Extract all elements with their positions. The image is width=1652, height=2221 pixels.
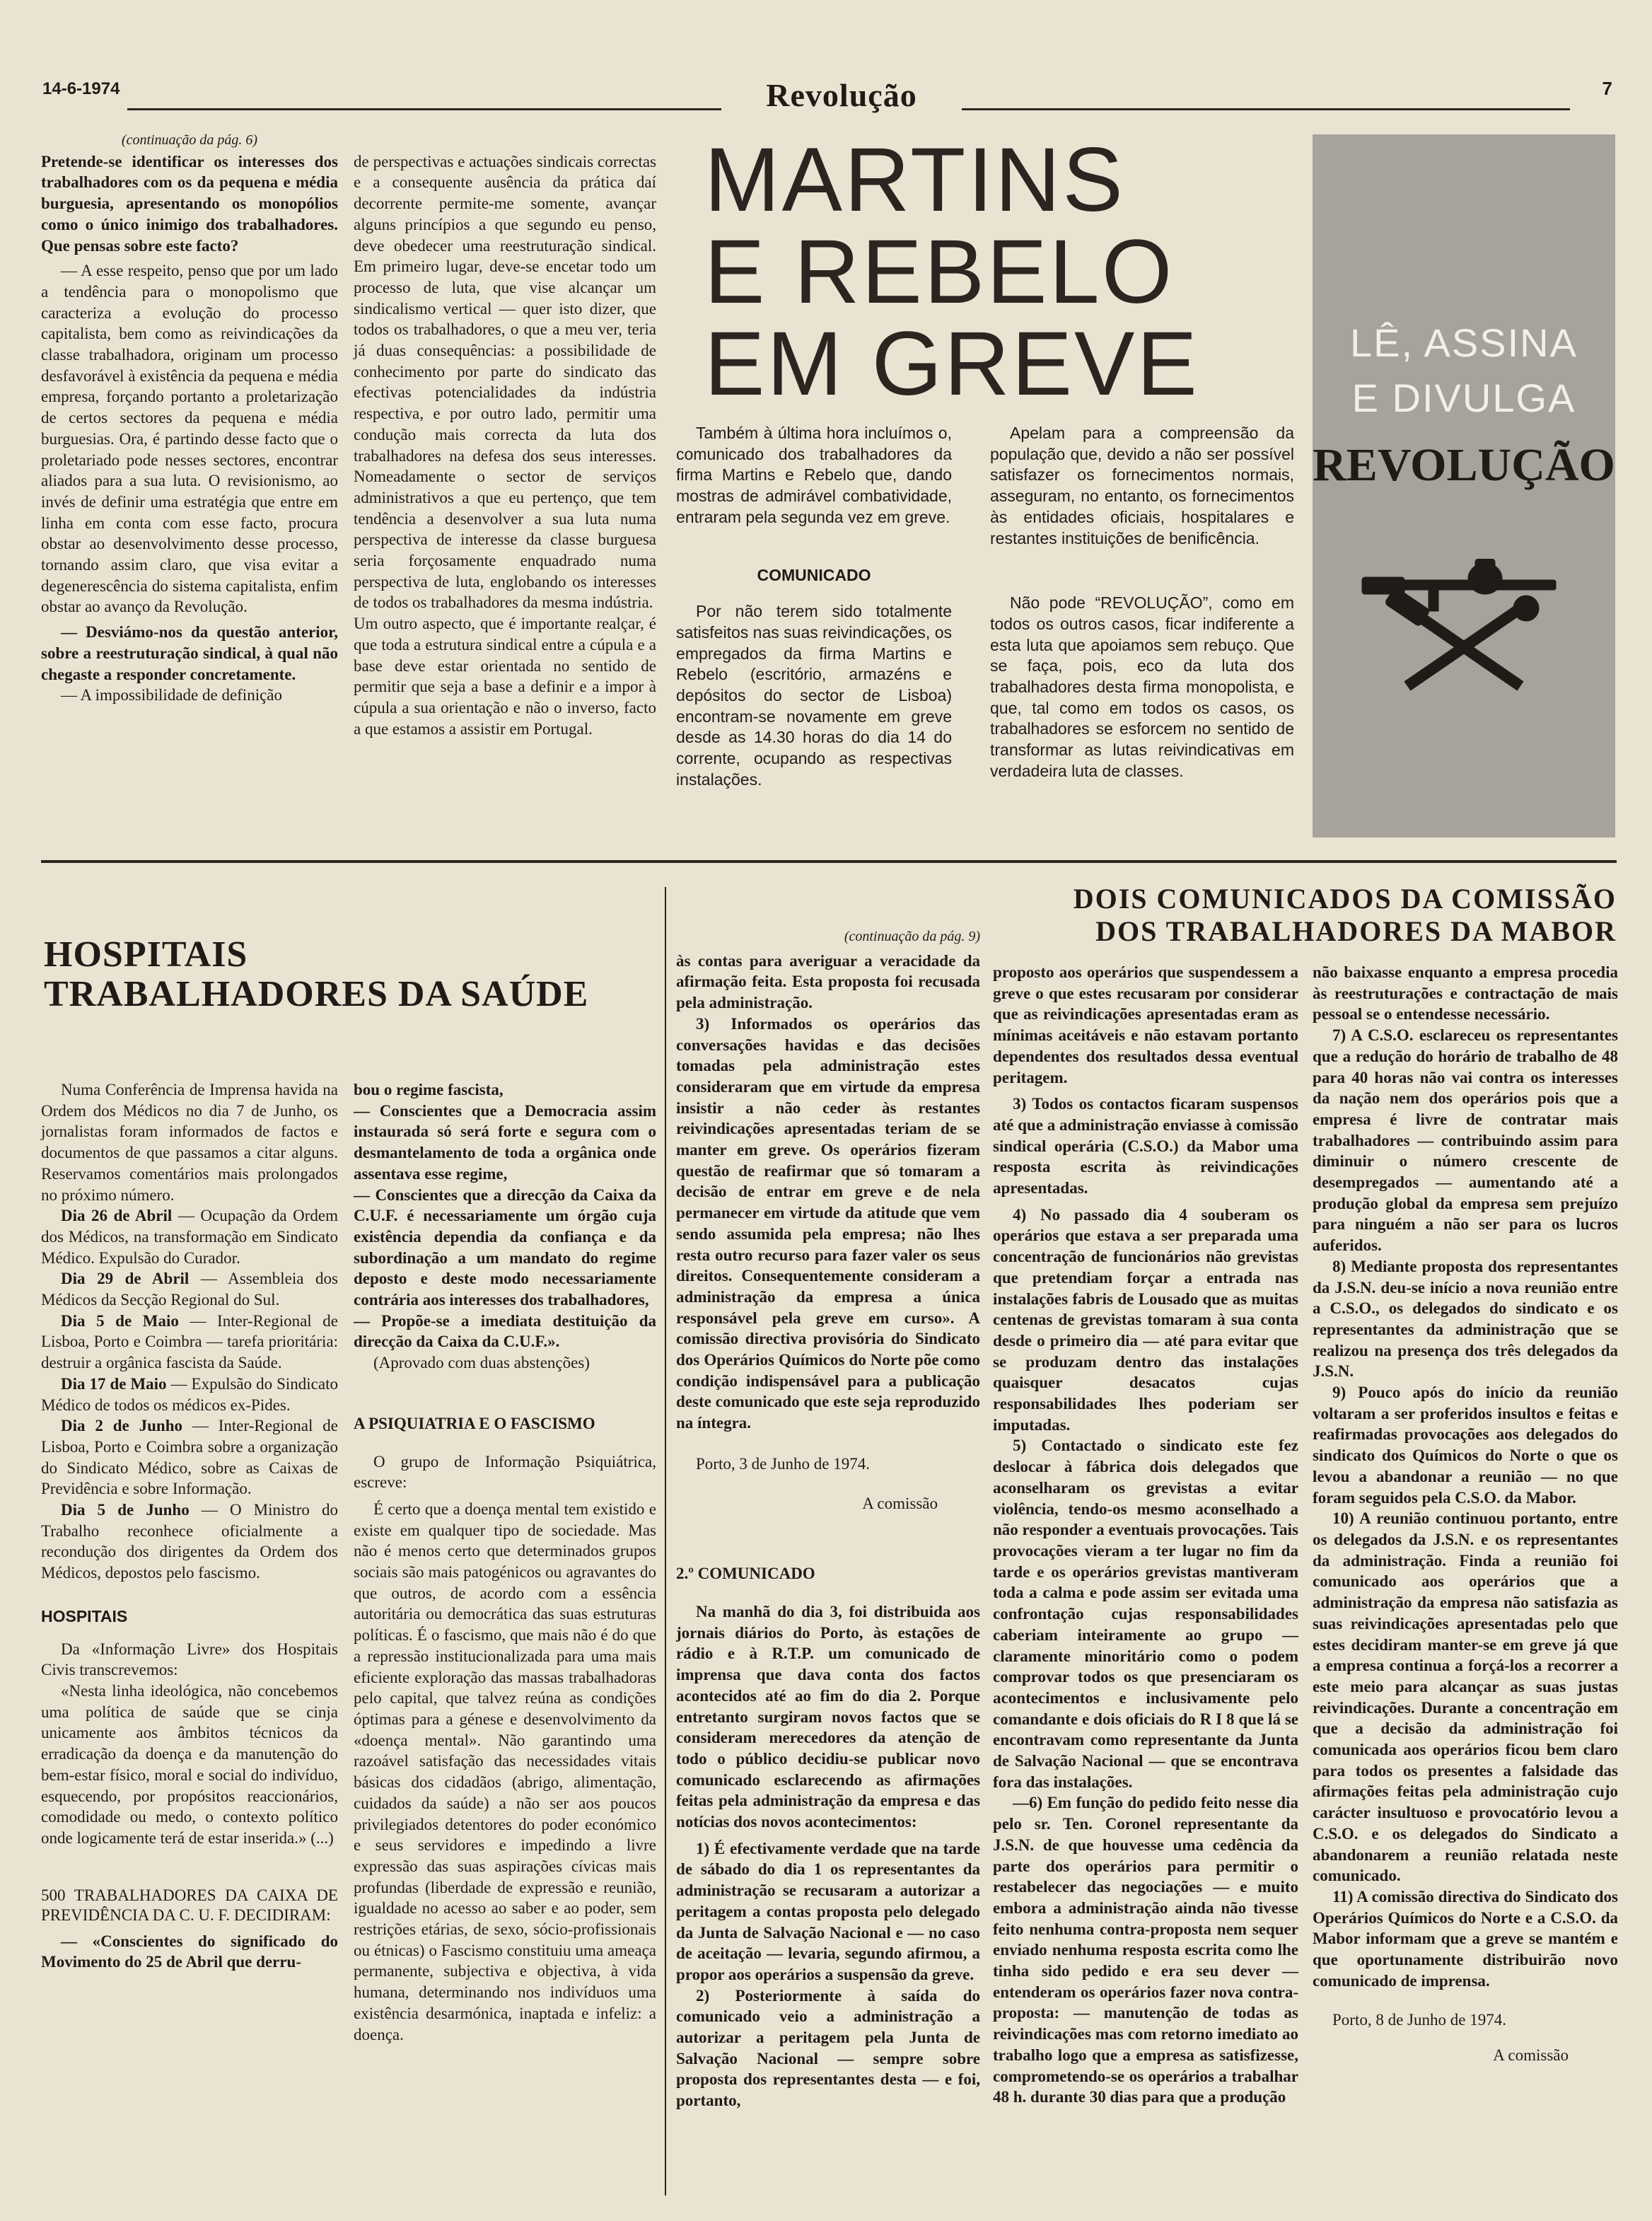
event-1 (41, 1205, 338, 1268)
mabor-paragraph: não baixasse enquanto a empresa procedia às reestruturações e contractação de mais pessoal se o entendesse necessário. (1313, 963, 1618, 1023)
ad-line-2: E DIVULGA (1351, 376, 1576, 420)
mabor-paragraph: Na manhã do dia 3, foi distribuida aos jornais diários do Porto, às estações de rádio e à R.T.P. um comunicado de imprensa que dava conta dos factos acontecidos até ao fim do dia 2. Porque entretanto surgiram novos factos que se consideram merecedores da atenção de todo o público decidiu-se publicar novo comunicado esclarecendo as afirmações feitas pela administração da empresa e das notícias dos novos acontecimentos: (676, 1602, 980, 1831)
event-date: Dia 5 de Junho (61, 1501, 190, 1519)
second-communique-heading: 2.º COMUNICADO (676, 1565, 815, 1583)
mabor-paragraph: 5) Contactado o sindicato este fez deslocar à fábrica dois delegados que aconselharam os grevistas a evitar violência, tendo-os mesmo aconselhado a não responder a eventuais provocações. Tais provocações vieram a ter lugar no fim da tarde e os operários grevistas mantiveram toda a calma e pode assim ser evitada uma confrontação cujas responsabilidades caberiam inteiramente ao grupo — claramente minoritário como o podem comprovar todos os que presenciaram os acontecimentos e inclusivamente pelo comandante e dois oficiais do R I 8 que lá se encontravam como representante da Junta de Salvação Nacional — que se encontrava fora das instalações. (993, 1437, 1298, 1791)
ad-line-1: LÊ, ASSINA (1350, 320, 1578, 365)
interview-question-2: — Desviámo-nos da questão anterior, sobre a reestruturação sindical, à qual não chegaste a responder concretamente. (41, 623, 338, 683)
event-date: Dia 29 de Abril (61, 1270, 190, 1288)
page-number: 7 (1602, 78, 1612, 99)
event-2 (41, 1268, 338, 1310)
signature-place: Porto, 3 de Junho de 1974. (696, 1454, 870, 1473)
interview-question: Pretende-se identificar os interesses dos trabalhadores com os da pequena e média burguesia, apresentando os monopólios como o único inimigo dos trabalhadores. Que pensas sobre este facto? (41, 152, 338, 255)
hospitais-title (44, 935, 652, 1014)
mabor-paragraph: 8) Mediante proposta dos representantes da J.S.N. deu-se início a nova reunião entre a C.S.O., os delegados do sindicato e os representantes da administração que se realizou na presença dos três delegados da J.S.N. (1313, 1257, 1618, 1381)
caixa-subheading: 500 TRABALHADORES DA CAIXA DE PREVIDÊNCIA DA C. U. F. DECIDIRAM: (41, 1886, 338, 1924)
strike-support: Não pode “REVOLUÇÃO”, como em todos os outros casos, ficar indiferente a esta luta que apoiamos sem rebuço. Que se faça, pois, eco da luta dos trabalhadores desta firma monopolista, e que, tal como em todos os casos, os trabalhadores se esforcem no sentido de transformar as lutas reivindicativas em verdadeira luta de classes. (990, 593, 1294, 780)
mabor-column-3 (1313, 962, 1618, 2066)
caixa-declaration: bou o regime fascista, — Conscientes que a Democracia assim instaurada só será forte e segura com o desmantelamento de toda a orgânica onde assentava esse regime, — Conscientes que a direcção da Caixa da C.U.F. é necessariamente um órgão cuja existência dependia da confiança e da subordinação a um mandato do regime deposto e deste modo necessariamente contrária aos interesses dos trabalhadores, — Propõe-se a imediata destituição da direcção da Caixa da C.U.F.». (354, 1081, 656, 1351)
mabor-title-line-1: DOIS COMUNICADOS DA COMISSÃO (1073, 883, 1617, 915)
mabor-paragraph: proposto aos operários que suspendessem a greve o que estes recusaram por considerar que as reivindicações apresentadas eram as mínimas aceitáveis e não estavam portanto dependentes dos resultados dessa eventual peritagem. (993, 963, 1298, 1086)
section-divider (41, 860, 1617, 863)
headline-line-2: E REBELO (704, 221, 1175, 323)
hospitais-title-line-1: HOSPITAIS (44, 934, 248, 975)
continuation-note: (continuação da pág. 9) (844, 929, 980, 944)
hospitais-column-2 (354, 1079, 656, 2045)
hospitais-column-1 (41, 1079, 338, 1973)
caixa-declaration-start: — «Conscientes do significado do Movimento do 25 de Abril que derru- (41, 1932, 338, 1971)
event-date: Dia 17 de Maio (61, 1374, 167, 1393)
mabor-column-2 (993, 962, 1298, 2108)
mabor-paragraph: 11) A comissão directiva do Sindicato dos Operários Químicos do Norte e a C.S.O. da Mabor informam que a greve se mantém e que oportunamente distribuirão novo comunicado de imprensa. (1313, 1887, 1618, 1990)
mabor-title (976, 883, 1617, 948)
mabor-paragraph: 3) Informados os operários das conversações havidas e das decisões tomadas pela administração estes consideraram que em virtude da empresa insistir a não ceder às restantes reivindicações apresentadas teriam de se manter em greve. Os operários fizeram questão de reafirmar que só tomaram a decisão de entrar em greve e de nela permanecer em virtude da atitude que vem sendo assumida pela empresa; não lhes resta outro recurso para fazer valer os seus direitos. Consequentemente consideram a administração da empresa a única responsável pela greve em curso». A comissão directiva provisória do Sindicato dos Operários Químicos do Norte põe como condição indispensável para a publicação deste comunicado que este seja reproduzido na íntegra. (676, 1014, 980, 1432)
event-text: — Ocupação da Ordem dos Médicos, na transformação em Sindicato Médico. Expulsão do Curador. (41, 1207, 338, 1267)
headline-line-1: MARTINS (704, 129, 1125, 231)
headline-line-3: EM GREVE (704, 313, 1199, 414)
event-text: — Inter-Regional de Lisboa, Porto e Coimbra sobre a organização do Sindicato Médico, sobre as Caixas de Previdência e sobre Informação. (41, 1417, 338, 1498)
mabor-paragraph: 10) A reunião continuou portanto, entre os delegados da J.S.N. e os representantes da administração. Finda a reunião foi comunicado aos operários que a administração da empresa não satisfazia as suas reivindicações apresentadas pelo que estes decidiram manter-se em greve já que a empresa continua a forçá-los a recorrer a este meio para alcançar as suas justas reivindicações. Durante a concentração em que a decisão da administração foi comunicada aos operários ficou bem claro para todos os presentes a falsidade das afirmações feitas pela administração cujo carácter insultuoso e provocatório levou a C.S.O. e os delegados do Sindicato a abandonarem a reunião relatada neste comunicado. (1313, 1509, 1618, 1885)
communique-body: Por não terem sido totalmente satisfeitos nas suas reivindicações, os empregados da firma Martins e Rebelo (escritório, armazéns e depósitos do sector de Lisboa) encontram-se novamente em greve desde as 14.30 horas do dia 14 do corrente, ocupando as respectivas instalações. (676, 602, 952, 789)
mabor-paragraph: 2) Posteriormente à saída do comunicado veio a administração a autorizar a peritagem pela Junta de Salvação Nacional — sempre sobre proposta dos representantes desta — e foi, portanto, (676, 1986, 980, 2110)
mabor-paragraph: —6) Em função do pedido feito nesse dia pelo sr. Ten. Coronel representante da J.S.N. de que houvesse uma cedência da parte dos operários para permitir o restabelecer das negociações — e muito embora a administração ainda não tivesse feito nenhuma contra-proposta nem sequer enviado nenhuma resposta escrita como lhe tinha sido pedido e era seu dever — entenderam os operários fazer nova contra-proposta: — manutenção de todas as reivindicações mas com retorno imediato ao trabalho logo que a empresa as satisfizesse, comprometendo-se os operários a trabalhar 48 h. durante 30 dias para que a produção (993, 1794, 1298, 2106)
header-rule-right (962, 108, 1570, 110)
event-date: Dia 2 de Junho (61, 1417, 182, 1435)
signature-by: A comissão (1493, 2046, 1569, 2065)
mabor-paragraph: 1) É efectivamente verdade que na tarde de sábado do dia 1 os representantes da administração se recusaram a autorizar a peritagem a contas proposta pelo delegado da Junta de Salvação Nacional e — no caso de aceitação — levaria, segundo afirmou, a propor aos operários a suspensão da greve. (676, 1839, 980, 1983)
event-5 (41, 1415, 338, 1500)
event-text: — Assembleia dos Médicos da Secção Regional do Sul. (41, 1270, 338, 1309)
event-text: — Expulsão do Sindicato Médico de todos os médicos ex-Pides. (41, 1374, 338, 1414)
mabor-paragraph: 4) No passado dia 4 souberam os operários que estava a ser preparada uma concentração de funcionários não grevistas que pretendiam forçar a entrada nas instalações fabris de Lousado que as muitas centenas de grevistas tomaram à sua conta desde o primeiro dia — até para evitar que se produzam dentro das instalações quaisquer desacatos cujas responsabilidades lhes poderiam ser imputadas. (993, 1205, 1298, 1434)
newspaper-title: Revolução (721, 76, 962, 114)
mabor-paragraph: às contas para averiguar a veracidade da afirmação feita. Esta proposta foi recusada pela administração. (676, 951, 980, 1012)
event-4 (41, 1374, 338, 1415)
strike-column-2 (990, 423, 1294, 782)
interview-answer-2: — A impossibilidade de definição (61, 686, 283, 704)
continuation-note: (continuação da pág. 6) (121, 132, 258, 148)
rifle-fist-and-crossed-tools-icon (1358, 559, 1570, 693)
communique-heading: COMUNICADO (757, 565, 871, 584)
strike-appeal: Apelam para a compreensão da população que, devido a não ser possível satisfazer os fornecimentos normais, asseguram, no entanto, os fornecimentos às entidades oficiais, hospitalares e restantes instituições de benificência. (990, 424, 1294, 547)
event-date: Dia 26 de Abril (61, 1207, 173, 1225)
psiquiatria-intro: O grupo de Informação Psiquiátrica, escreve: (354, 1452, 656, 1492)
mabor-paragraph: 9) Pouco após do início da reunião voltaram a ser proferidos insultos e feitas e reafirmadas provocações aos delegados do sindicato dos Químicos do Norte o que os levou a abandonar a reunião — no que foram seguidos pela C.S.O. da Mabor. (1313, 1384, 1618, 1507)
hospitais-intro-quote: Da «Informação Livre» dos Hospitais Civis transcrevemos: (41, 1640, 338, 1679)
signature-place: Porto, 8 de Junho de 1974. (1332, 2011, 1506, 2029)
subscription-ad (1313, 134, 1615, 837)
event-3 (41, 1311, 338, 1374)
strike-headline (704, 129, 1298, 414)
mabor-column-1 (676, 927, 980, 2111)
interview-answer-continued: de perspectivas e actuações sindicais correctas e a consequente ausência da prática daí decorrente permite-me somente, avançar alguns princípios a que segundo eu penso, deve obedecer uma reestruturação sindical. Em primeiro lugar, deve-se encetar todo um processo de luta, que vise alcançar um sindicalismo vertical — quer isto dizer, que todos os trabalhadores, o que a meu ver, teria já duas consequências: a possibilidade de conhecimento por parte do sindicato das efectivas potencialidades da indústria respectiva, e por outro lado, permitir uma condução mais correcta da luta dos trabalhadores na defesa dos seus interesses. Nomeadamente o sector de serviços administrativos a que eu pertenço, que tem tendência a desenvolver a sua luta numa perspectiva de interesse da classe burguesa seria forçosamente enquadrado numa perspectiva de luta, englobando os interesses de todos os trabalhadores da mesma indústria. Um outro aspecto, que é importante realçar, é que toda a estrutura sindical entre a cúpula e a base deve estar orientada no sentido de permitir que seja a base a definir e a impor à cúpula a sua orientação e não o inverso, facto a que estamos a assistir em Portugal. (354, 152, 656, 738)
hospitais-subheading: HOSPITAIS (41, 1606, 128, 1625)
event-text: — O Ministro do Trabalho reconhece oficialmente a recondução dos dirigentes da Ordem dos Médicos, depostos pelo fascismo. (41, 1501, 339, 1582)
event-date: Dia 5 de Maio (61, 1311, 179, 1330)
ad-brand: REVOLUÇÃO (1313, 439, 1615, 491)
mabor-title-line-2: DOS TRABALHADORES DA MABOR (1095, 915, 1617, 947)
hospitais-intro: Numa Conferência de Imprensa havida na Ordem dos Médicos no dia 7 de Junho, os jornalistas foram informados de factos e documentos de que passamos a citar alguns. Reservamos comentários mais prolongados no próximo número. (41, 1081, 338, 1204)
header-rule-left (127, 108, 721, 110)
psiquiatria-body: É certo que a doença mental tem existido e existe em qualquer tipo de sociedade. Mas não é menos certo que determinados grupos sociais são mais patogénicos ou agravantes do que outros, de acordo com a essência autoritária ou democrática das suas estruturas políticas. É o fascismo, que mais não é do que a repressão institucionalizada para uma mais eficiente exploração das massas trabalhadoras pelo capital, que talvez reúna as condições óptimas para a génese e desenvolvimento da «doença mental». Não garantindo uma razoável satisfação das necessidades vitais básicas dos cidadãos (abrigo, alimentação, cuidados da saúde) a não ser aos poucos privilegiados detentores do poder económico e seus servidores e impedindo a livre expressão das suas aspirações cívicas mais profundas (liberdade de expressão e reunião, igualdade no acesso ao saber e ao poder, sem restrições etárias, de sexo, sócio-profissionais ou étnicas) o Fascismo constituiu uma ameaça permanente, subjectiva e objectiva, à vida humana, determinando nos indivíduos uma existência desarmónica, inaptada e infeliz: a doença. (354, 1500, 656, 2043)
interview-column-1 (41, 130, 338, 706)
hospitais-quote: «Nesta linha ideológica, não concebemos uma política de saúde que se cinja unicamente aos âmbitos técnicos da erradicação da doença e da manutenção do bem-estar físico, moral e social do indivíduo, esquecendo, por propósitos reaccionários, comodidade ou medo, o contexto político onde logicamente terá de estar inserida.» (...) (41, 1681, 338, 1847)
signature-by: A comissão (862, 1494, 938, 1512)
strike-column-1 (676, 423, 952, 791)
event-6 (41, 1500, 338, 1584)
interview-column-2 (354, 130, 656, 760)
interview-answer: — A esse respeito, penso que por um lado a tendência para o monopolismo que caracteriza a evolução do processo capitalista, bem como as reivindicações da classe trabalhadora, originam um processo desfavorável à existência da pequena e média empresa, forçando portanto a proletarização de certos sectores da pequena e média burguesias. Ora, é partindo desse facto que o proletariado pode nesses sectores, encontrar aliados para a sua luta. O revisionismo, ao invés de definir uma estratégia que entre em linha em conta com esse facto, procura obstar ao desenvolvimento desse processo, tornando assim claro, que visa evitar a degenerescência do sistema capitalista, enfim obstar ao avanço da Revolução. (41, 262, 338, 616)
column-rule-hospitais (665, 887, 666, 2196)
hospitais-title-line-2: TRABALHADORES DA SAÚDE (44, 974, 589, 1014)
strike-lead: Também à última hora incluímos o, comunicado dos trabalhadores da firma Martins e Rebelo que, dando mostras de admirável combatividade, entraram pela segunda vez em greve. (676, 424, 952, 526)
psiquiatria-subheading: A PSIQUIATRIA E O FASCISMO (354, 1414, 595, 1432)
mabor-paragraph: 3) Todos os contactos ficaram suspensos até que a administração enviasse à comissão sindical operária (C.S.O.) da Mabor uma resposta escrita às reivindicações apresentadas. (993, 1095, 1298, 1198)
mabor-paragraph: 7) A C.S.O. esclareceu os representantes que a redução do horário de trabalho de 48 para 40 horas não vai contra os interesses da nação nem dos operários pois que a empresa é livre de contratar mais trabalhadores — contribuindo assim para diminuir o número crescente de desempregados — aumentando até a produção global da empresa sem prejuízo para ninguém a não ser para os lucros auferidos. (1313, 1026, 1618, 1255)
event-text: — Inter-Regional de Lisboa, Porto e Coimbra — tarefa prioritária: destruir a orgânica fascista da Saúde. (41, 1311, 338, 1372)
caixa-approval-note: (Aprovado com duas abstenções) (373, 1354, 590, 1372)
issue-date: 14-6-1974 (42, 79, 120, 98)
